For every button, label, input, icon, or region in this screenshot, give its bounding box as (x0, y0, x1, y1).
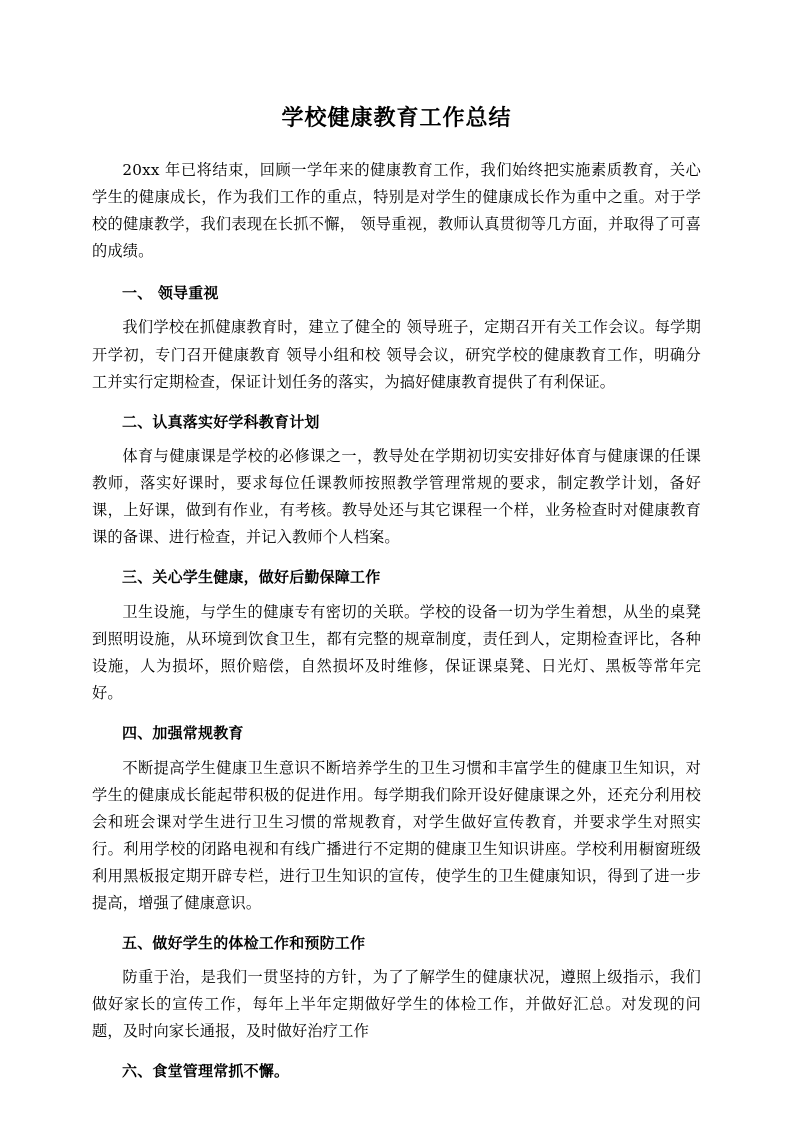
section-heading: 四、加强常规教育 (122, 724, 244, 742)
section-body: 防重于治，是我们一贯坚持的方针，为了了解学生的健康状况，遵照上级指示，我们做好家长的宣传工作，每年上半年定期做好学生的体检工作，并做好汇总。对发现的问题，及时向家长通报，及时做好治疗工作 (92, 968, 701, 1041)
section-heading: 三、关心学生健康，做好后勤保障工作 (122, 568, 381, 587)
section-body: 我们学校在抓健康教育时，建立了健全的 领导班子，定期召开有关工作会议。每学期开学初，专门召开健康教育 领导小组和校 领导会议，研究学校的健康教育工作，明确分工并实行定期检查，保证计划任务的落实，为搞好健康教育提供了有利保证。 (92, 318, 701, 391)
section-body: 卫生设施，与学生的健康专有密切的关联。学校的设备一切为学生着想，从坐的桌凳到照明设施，从环境到饮食卫生，都有完整的规章制度，责任到人，定期检查评比，各种设施，人为损坏，照价赔偿，自然损坏及时维修，保证课桌凳、日光灯、黑板等常年完好。 (92, 602, 701, 702)
page-title: 学校健康教育工作总结 (281, 106, 512, 131)
section-heading: 一、 领导重视 (122, 283, 219, 302)
section-5 (92, 931, 701, 1046)
section-3 (92, 565, 701, 707)
section-heading: 二、认真落实好学科教育计划 (122, 412, 320, 431)
section-4 (92, 721, 701, 917)
section-2 (92, 410, 701, 552)
intro-paragraph: 20xx 年已将结束，回顾一学年来的健康教育工作，我们始终把实施素质教育，关心学生的健康成长，作为我们工作的重点，特别是对学生的健康成长作为重中之重。对于学校的健康教学，我们表现在长抓不懈， 领导重视，教师认真贯彻等几方面，并取得了可喜的成绩。 (92, 160, 701, 260)
section-heading: 六、食堂管理常抓不懈。 (122, 1062, 290, 1081)
section-6 (92, 1059, 701, 1085)
section-heading: 五、做好学生的体检工作和预防工作 (122, 933, 366, 952)
section-1 (92, 281, 701, 396)
section-body: 体育与健康课是学校的必修课之一，教导处在学期初切实安排好体育与健康课的任课教师，落实好课时，要求每位任课教师按照教学管理常规的要求，制定教学计划，备好课，上好课，做到有作业，有考核。教导处还与其它课程一个样，业务检查时对健康教育课的备课、进行检查，并记入教师个人档案。 (92, 447, 701, 547)
section-body: 不断提高学生健康卫生意识不断培养学生的卫生习惯和丰富学生的健康卫生知识，对学生的健康成长能起带积极的促进作用。每学期我们除开设好健康课之外，还充分利用校会和班会课对学生进行卫生习惯的常规教育，对学生做好宣传教育，并要求学生对照实行。利用学校的闭路电视和有线广播进行不定期的健康卫生知识讲座。学校利用橱窗班级利用黑板报定期开辟专栏，进行卫生知识的宣传，使学生的卫生健康知识，得到了进一步提高，增强了健康意识。 (92, 758, 701, 912)
